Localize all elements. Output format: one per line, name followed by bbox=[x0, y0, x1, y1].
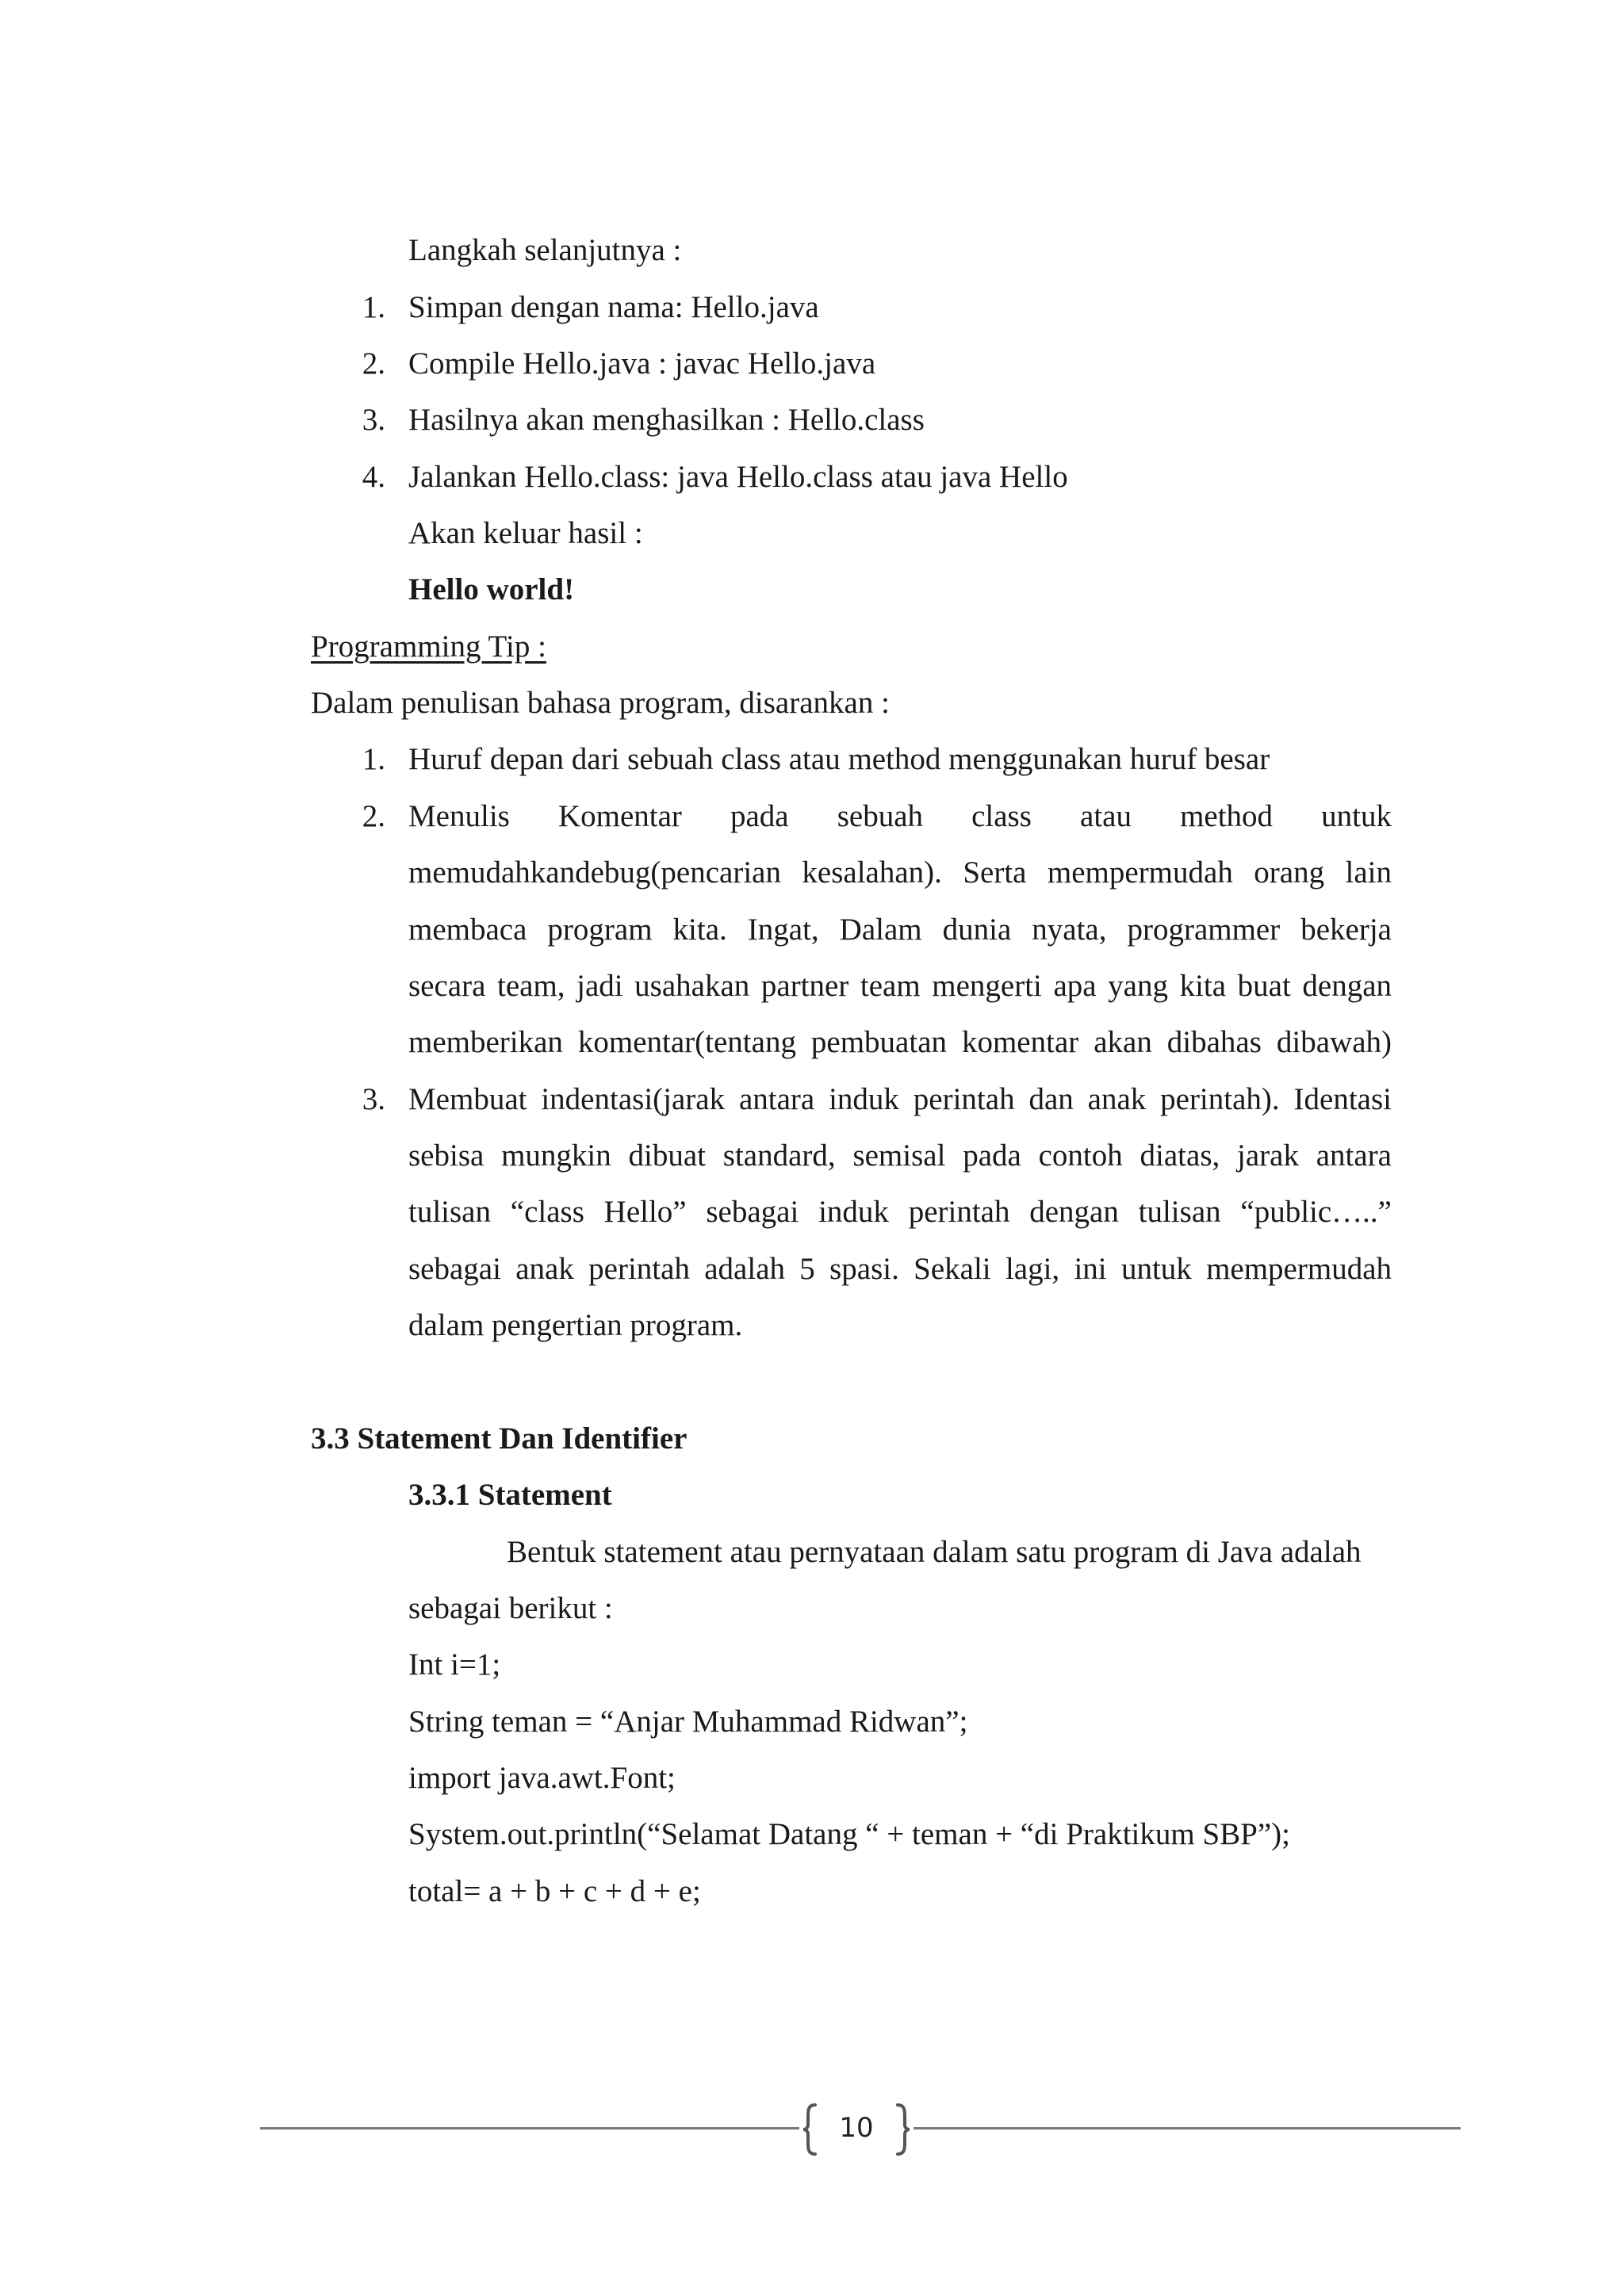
step-text: Compile Hello.java : javac Hello.java bbox=[408, 346, 876, 381]
tip-text-line: sebagai anak perintah adalah 5 spasi. Sekali lagi, ini untuk mempermudah bbox=[408, 1252, 1392, 1286]
step-text: Jalankan Hello.class: java Hello.class atau java Hello bbox=[408, 460, 1068, 494]
code-line: total= a + b + c + d + e; bbox=[408, 1874, 701, 1908]
tip-text-line: membaca program kita. Ingat, Dalam dunia nyata, programmer bekerja bbox=[408, 913, 1392, 947]
code-line: String teman = “Anjar Muhammad Ridwan”; bbox=[408, 1705, 968, 1739]
code-line: Int i=1; bbox=[408, 1647, 501, 1682]
tip-text-line: Membuat indentasi(jarak antara induk perintah dan anak perintah). Identasi bbox=[408, 1082, 1392, 1116]
tip-heading: Programming Tip : bbox=[311, 629, 546, 664]
step-number: 3. bbox=[362, 403, 385, 437]
output-label: Akan keluar hasil : bbox=[408, 516, 643, 550]
step-text: Hasilnya akan menghasilkan : Hello.class bbox=[408, 403, 925, 437]
page-number: 10 bbox=[839, 2112, 874, 2144]
steps-intro: Langkah selanjutnya : bbox=[408, 233, 682, 267]
step-number: 1. bbox=[362, 290, 385, 324]
step-number: 2. bbox=[362, 346, 385, 381]
left-bracket-icon bbox=[801, 2103, 818, 2156]
tip-text-line: tulisan “class Hello” sebagai induk perintah dengan tulisan “public…..” bbox=[408, 1195, 1392, 1229]
tip-intro: Dalam penulisan bahasa program, disarankan : bbox=[311, 686, 890, 720]
subsection-heading: 3.3.1 Statement bbox=[408, 1478, 612, 1512]
tip-text-line: sebisa mungkin dibuat standard, semisal pada contoh diatas, jarak antara bbox=[408, 1138, 1392, 1173]
right-bracket-icon bbox=[894, 2103, 912, 2156]
footer-rule-left bbox=[260, 2127, 799, 2130]
tip-text-line: secara team, jadi usahakan partner team mengerti apa yang kita buat dengan bbox=[408, 969, 1392, 1003]
tip-number: 2. bbox=[362, 799, 385, 833]
tip-text-line: memudahkandebug(pencarian kesalahan). Serta mempermudah orang lain bbox=[408, 855, 1392, 890]
tip-text-line: Menulis Komentar pada sebuah class atau method untuk bbox=[408, 799, 1392, 833]
section-heading: 3.3 Statement Dan Identifier bbox=[311, 1422, 688, 1456]
code-line: System.out.println(“Selamat Datang “ + teman + “di Praktikum SBP”); bbox=[408, 1817, 1290, 1851]
output-value: Hello world! bbox=[408, 572, 575, 607]
tip-text: Huruf depan dari sebuah class atau method menggunakan huruf besar bbox=[408, 742, 1270, 776]
step-text: Simpan dengan nama: Hello.java bbox=[408, 290, 819, 324]
code-line: import java.awt.Font; bbox=[408, 1761, 676, 1795]
step-number: 4. bbox=[362, 460, 385, 494]
footer-rule-right bbox=[914, 2127, 1461, 2130]
paragraph-line: Bentuk statement atau pernyataan dalam satu program di Java adalah bbox=[507, 1535, 1362, 1569]
tip-text-line: memberikan komentar(tentang pembuatan komentar akan dibahas dibawah) bbox=[408, 1025, 1392, 1059]
tip-text-line: dalam pengertian program. bbox=[408, 1308, 743, 1342]
paragraph-line: sebagai berikut : bbox=[408, 1591, 613, 1625]
tip-number: 3. bbox=[362, 1082, 385, 1116]
tip-number: 1. bbox=[362, 742, 385, 776]
